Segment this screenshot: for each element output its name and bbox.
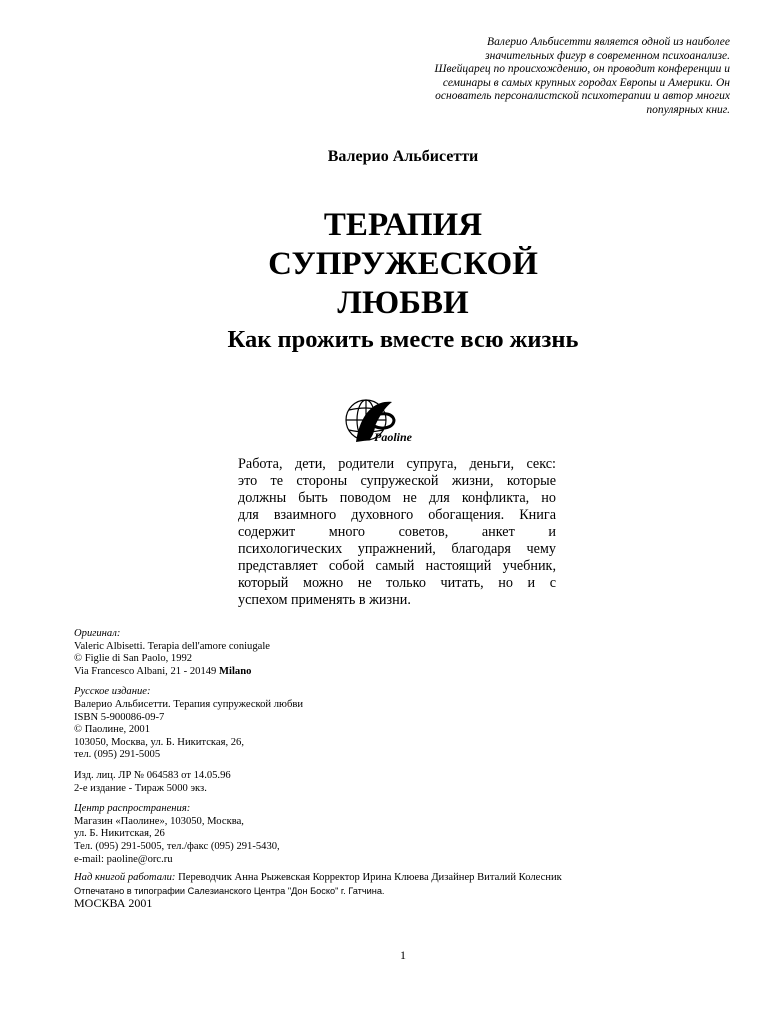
author-name: Валерио Альбисетти xyxy=(327,148,479,165)
book-subtitle: Как прожить вместе всю жизнь xyxy=(227,326,579,353)
original-city: Milano xyxy=(219,665,252,677)
book-annotation xyxy=(238,456,556,609)
paoline-logo xyxy=(340,394,420,448)
author-note-line: популярных книг. xyxy=(646,103,730,116)
distribution-heading: Центр распространения: xyxy=(74,803,191,815)
annotation-line: психологических упражнений, благодаря чему xyxy=(238,541,556,557)
imprint-block xyxy=(74,628,714,910)
author-note-line: Валерио Альбисетти является одной из наиболее xyxy=(487,36,730,48)
annotation-line: который можно не только читать, но и с xyxy=(238,575,556,591)
logo-text: Paoline xyxy=(374,430,412,444)
original-line: Valeric Albisetti. Terapia dell'amore coniugale xyxy=(74,640,270,652)
author-note xyxy=(370,36,730,117)
book-title xyxy=(0,206,768,323)
license-line: 2-е издание - Тираж 5000 экз. xyxy=(74,782,207,794)
credits-text: Переводчик Анна Рыжевская Корректор Ирина Клюева Дизайнер Виталий Колесник xyxy=(178,872,562,884)
credits-heading: Над книгой работали: xyxy=(74,872,176,884)
distribution-line: Тел. (095) 291-5005, тел./факс (095) 291-5430, xyxy=(74,840,280,852)
annotation-line: для взаимного духовного обогащения. Книга xyxy=(238,507,556,523)
author-note-line: основатель персоналистской психотерапии и автор многих xyxy=(435,90,730,102)
paoline-globe-icon xyxy=(340,394,420,448)
original-address-text: Via Francesco Albani, 21 - 20149 xyxy=(74,665,217,677)
original-line: © Figlie di San Paolo, 1992 xyxy=(74,653,193,665)
page-number: 1 xyxy=(400,948,406,962)
title-line: ТЕРАПИЯ xyxy=(323,207,483,243)
russian-edition-line: ISBN 5-900086-09-7 xyxy=(74,711,165,723)
russian-edition-line: Валерио Альбисетти. Терапия супружеской любви xyxy=(74,698,304,710)
russian-edition-line: 103050, Москва, ул. Б. Никитская, 26, xyxy=(74,736,244,748)
license-line: Изд. лиц. ЛР № 064583 от 14.05.96 xyxy=(74,769,231,781)
distribution-line: Магазин «Паолине», 103050, Москва, xyxy=(74,815,244,827)
author-note-line: Швейцарец по происхождению, он проводит конференции и xyxy=(434,63,730,75)
author-note-line: семинары в самых крупных городах Европы и Америки. Он xyxy=(442,76,730,89)
credits-line xyxy=(74,872,714,885)
title-line: СУПРУЖЕСКОЙ xyxy=(268,246,538,282)
title-line: ЛЮБВИ xyxy=(337,285,469,321)
annotation-line: это те стороны супружеской жизни, которые xyxy=(238,473,556,489)
printed-line: Отпечатано в типографии Салезианского Центра "Дон Боско" г. Гатчина. xyxy=(74,885,385,896)
annotation-line: представляет собой самый настоящий учебник, xyxy=(238,558,556,574)
russian-edition-line: © Паолине, 2001 xyxy=(74,724,151,736)
russian-edition-heading: Русское издание: xyxy=(74,686,151,698)
distribution-line: ул. Б. Никитская, 26 xyxy=(74,828,165,840)
annotation-line: успехом применять в жизни. xyxy=(238,592,411,608)
annotation-line: Работа, дети, родители супруга, деньги, секс: xyxy=(238,456,556,472)
annotation-line: должны быть поводом не для конфликта, но xyxy=(238,490,556,506)
author-note-line: значительных фигур в современном психоанализе. xyxy=(485,49,730,62)
original-address xyxy=(74,666,714,679)
russian-edition-line: тел. (095) 291-5005 xyxy=(74,749,161,761)
annotation-line: содержит много советов, анкет и xyxy=(238,524,556,540)
city-year: МОСКВА 2001 xyxy=(74,896,153,911)
distribution-line: e-mail: paoline@orc.ru xyxy=(74,853,173,865)
original-heading: Оригинал: xyxy=(74,628,121,639)
